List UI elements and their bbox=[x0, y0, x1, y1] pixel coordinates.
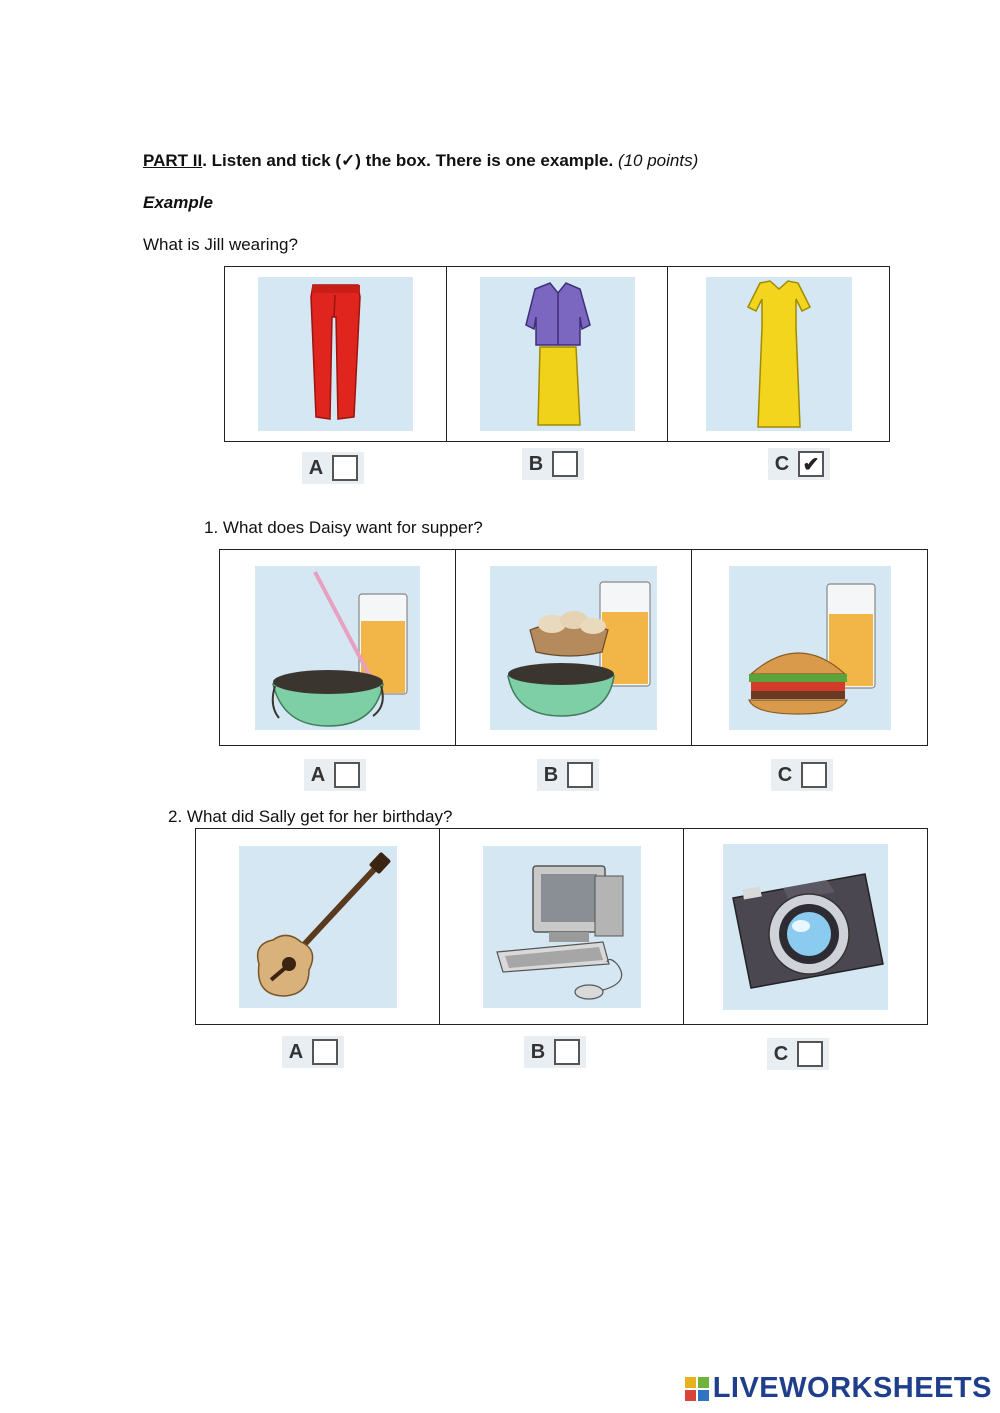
question-2-option-b bbox=[524, 1036, 586, 1068]
question-2-option-a bbox=[282, 1036, 344, 1068]
camera-image bbox=[723, 844, 888, 1010]
red-trousers-image bbox=[258, 277, 413, 431]
option-letter: B bbox=[530, 1040, 546, 1063]
question-1-option-a bbox=[304, 759, 366, 791]
tick-box[interactable] bbox=[567, 762, 593, 788]
example-image-grid bbox=[224, 266, 890, 442]
burger-juice-image bbox=[729, 566, 891, 730]
tick-box[interactable] bbox=[334, 762, 360, 788]
logo-square bbox=[698, 1390, 709, 1401]
option-c-cell bbox=[692, 550, 927, 745]
option-c-cell bbox=[684, 829, 927, 1024]
option-letter: B bbox=[528, 452, 544, 475]
option-letter: A bbox=[308, 456, 324, 479]
tick-box[interactable] bbox=[554, 1039, 580, 1065]
option-a-cell bbox=[220, 550, 456, 745]
option-a-cell bbox=[196, 829, 440, 1024]
tick-box[interactable]: ✔ bbox=[798, 451, 824, 477]
question-2-image-grid bbox=[195, 828, 928, 1025]
example-option-a bbox=[302, 452, 364, 484]
example-option-b bbox=[522, 448, 584, 480]
option-b-cell bbox=[456, 550, 692, 745]
tick-box[interactable] bbox=[801, 762, 827, 788]
logo-square bbox=[685, 1390, 696, 1401]
jacket-skirt-image bbox=[480, 277, 635, 431]
logo-square bbox=[685, 1377, 696, 1388]
option-letter: C bbox=[773, 1042, 789, 1065]
option-b-cell bbox=[447, 267, 669, 441]
example-label: Example bbox=[143, 193, 213, 212]
example-option-c bbox=[768, 448, 830, 480]
option-c-cell bbox=[668, 267, 889, 441]
tick-box[interactable] bbox=[797, 1041, 823, 1067]
question-1-option-b bbox=[537, 759, 599, 791]
option-b-cell bbox=[440, 829, 684, 1024]
points-text: (10 points) bbox=[617, 151, 699, 170]
guitar-image bbox=[239, 846, 397, 1008]
logo-square bbox=[698, 1377, 709, 1388]
instruction-text: . Listen and tick (✓) the box. There is one example. bbox=[202, 151, 614, 170]
question-1-image-grid bbox=[219, 549, 928, 746]
tick-box[interactable] bbox=[332, 455, 358, 481]
option-letter: B bbox=[543, 763, 559, 786]
liveworksheets-logo-icon bbox=[685, 1377, 709, 1401]
option-letter: A bbox=[310, 763, 326, 786]
question-1-text: 1. What does Daisy want for supper? bbox=[204, 518, 483, 537]
brand-name: LIVEWORKSHEETS bbox=[712, 1372, 992, 1404]
question-2-option-c bbox=[767, 1038, 829, 1070]
yellow-dress-image bbox=[706, 277, 852, 431]
example-question: What is Jill wearing? bbox=[143, 235, 298, 254]
noodles-bread-juice-image bbox=[490, 566, 657, 730]
tick-box[interactable] bbox=[312, 1039, 338, 1065]
question-1-option-c bbox=[771, 759, 833, 791]
question-2-text: 2. What did Sally get for her birthday? bbox=[168, 807, 453, 826]
tick-box[interactable] bbox=[552, 451, 578, 477]
computer-image bbox=[483, 846, 641, 1008]
option-a-cell bbox=[225, 267, 447, 441]
part-heading bbox=[143, 151, 698, 171]
option-letter: C bbox=[777, 763, 793, 786]
noodles-juice-straw-image bbox=[255, 566, 420, 730]
option-letter: A bbox=[288, 1040, 304, 1063]
option-letter: C bbox=[774, 452, 790, 475]
liveworksheets-brand bbox=[685, 1372, 992, 1405]
part-label: PART II bbox=[143, 151, 203, 170]
